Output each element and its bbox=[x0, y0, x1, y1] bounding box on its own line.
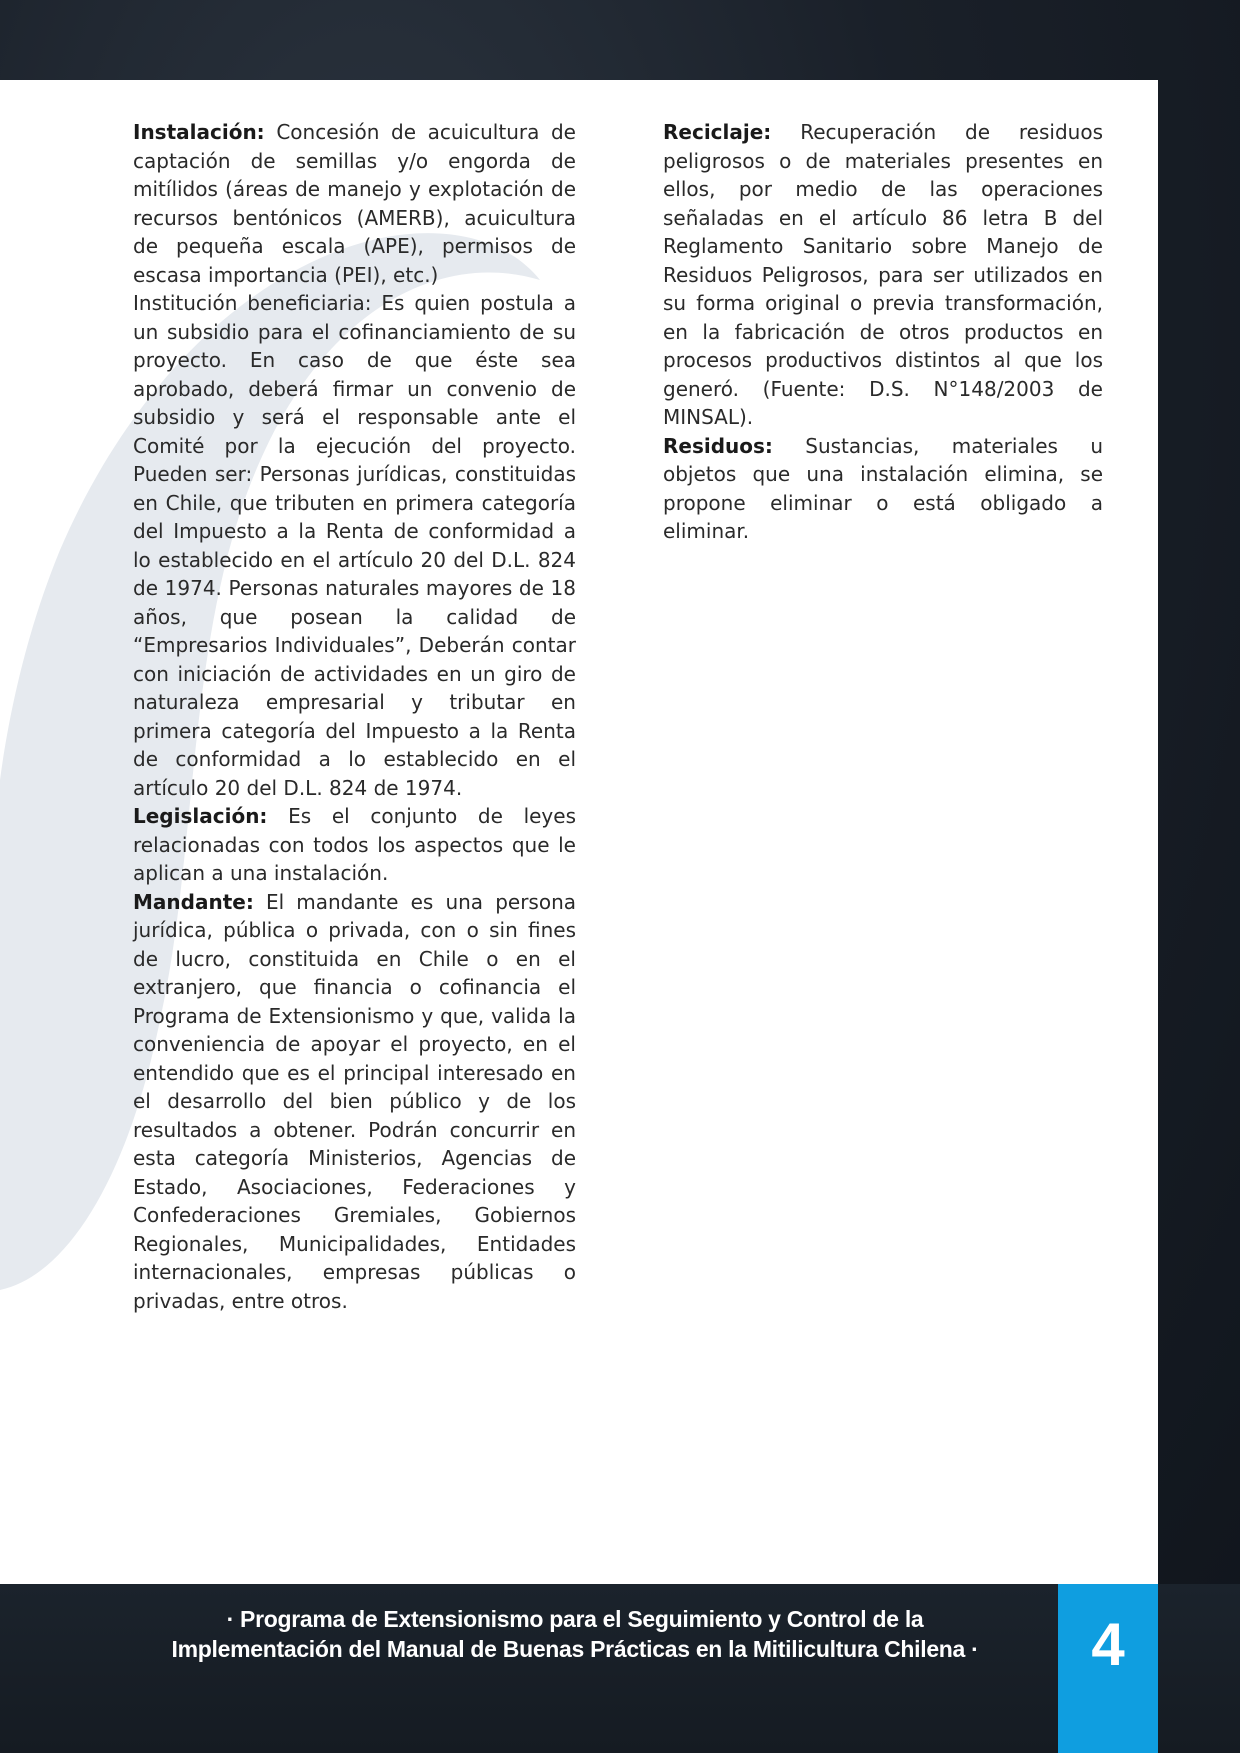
right-column bbox=[663, 118, 1103, 546]
page-footer bbox=[0, 1584, 1240, 1753]
term-legislacion: Legislación: bbox=[133, 804, 268, 828]
page-number-tab bbox=[1058, 1584, 1158, 1753]
definition-institucion-beneficiaria bbox=[133, 289, 576, 802]
term-residuos: Residuos: bbox=[663, 433, 773, 458]
definition-residuos bbox=[663, 432, 1103, 546]
definition-text: Recuperación de residuos peligrosos o de materiales presentes en ellos, por medio de las operaciones señaladas en el artículo 86 letra B del Reglamento Sanitario sobre Manejo de Residuos Peligrosos, para ser utilizados en su forma original o previa transformación, en la fabricación de otros productos en procesos productivos distintos al que los generó. (Fuente: D.S. N°148/2003 de MINSAL). bbox=[663, 120, 1103, 429]
definition-reciclaje bbox=[663, 118, 1103, 432]
page-sheet bbox=[0, 80, 1158, 1584]
left-column bbox=[133, 118, 576, 1315]
definition-text: Concesión de acuicultura de captación de semillas y/o engorda de mitílidos (áreas de manejo y explotación de recursos bentónicos (AMERB), acuicultura de pequeña escala (APE), permisos de escasa importancia (PEI), etc.) bbox=[133, 120, 576, 287]
definition-text: El mandante es una persona jurídica, pública o privada, con o sin fines de lucro, constituida en Chile o en el extranjero, que financia o cofinancia el Programa de Extensionismo y que, valida la conveniencia de apoyar el proyecto, en el entendido que es el principal interesado en el desarrollo del bien público y de los resultados a obtener. Podrán concurrir en esta categoría Ministerios, Agencias de Estado, Asociaciones, Federaciones y Confederaciones Gremiales, Gobiernos Regionales, Municipalidades, Entidades internacionales, empresas públicas o privadas, entre otros. bbox=[133, 889, 576, 1313]
term-mandante: Mandante: bbox=[133, 889, 254, 914]
definition-legislacion bbox=[133, 802, 576, 888]
definition-mandante bbox=[133, 888, 576, 1316]
definition-text: Sustancias, materiales u objetos que una instalación elimina, se propone eliminar o está obligado a eliminar. bbox=[663, 433, 1103, 543]
term-reciclaje: Reciclaje: bbox=[663, 120, 772, 144]
page-number: 4 bbox=[1091, 1610, 1125, 1678]
definition-text: Es el conjunto de leyes relacionadas con todos los aspectos que le aplican a una instalación. bbox=[133, 804, 576, 885]
footer-line-1: · Programa de Extensionismo para el Seguimiento y Control de la bbox=[226, 1606, 924, 1632]
footer-title bbox=[120, 1604, 1030, 1664]
definition-instalacion bbox=[133, 118, 576, 289]
definition-text: Institución beneficiaria: Es quien postula a un subsidio para el cofinanciamiento de su proyecto. En caso de que éste sea aprobado, deberá firmar un convenio de subsidio y será el responsable ante el Comité por la ejecución del proyecto. Pueden ser: Personas jurídicas, constituidas en Chile, que tributen en primera categoría del Impuesto a la Renta de conformidad a lo establecido en el artículo 20 del D.L. 824 de 1974. Personas naturales mayores de 18 años, que posean la calidad de “Empresarios Individuales”, Deberán contar con iniciación de actividades en un giro de naturaleza empresarial y tributar en primera categoría del Impuesto a la Renta de conformidad a lo establecido en el artículo 20 del D.L. 824 de 1974. bbox=[133, 291, 576, 800]
term-instalacion: Instalación: bbox=[133, 120, 265, 144]
footer-line-2: Implementación del Manual de Buenas Prácticas en la Mitilicultura Chilena · bbox=[171, 1636, 979, 1662]
